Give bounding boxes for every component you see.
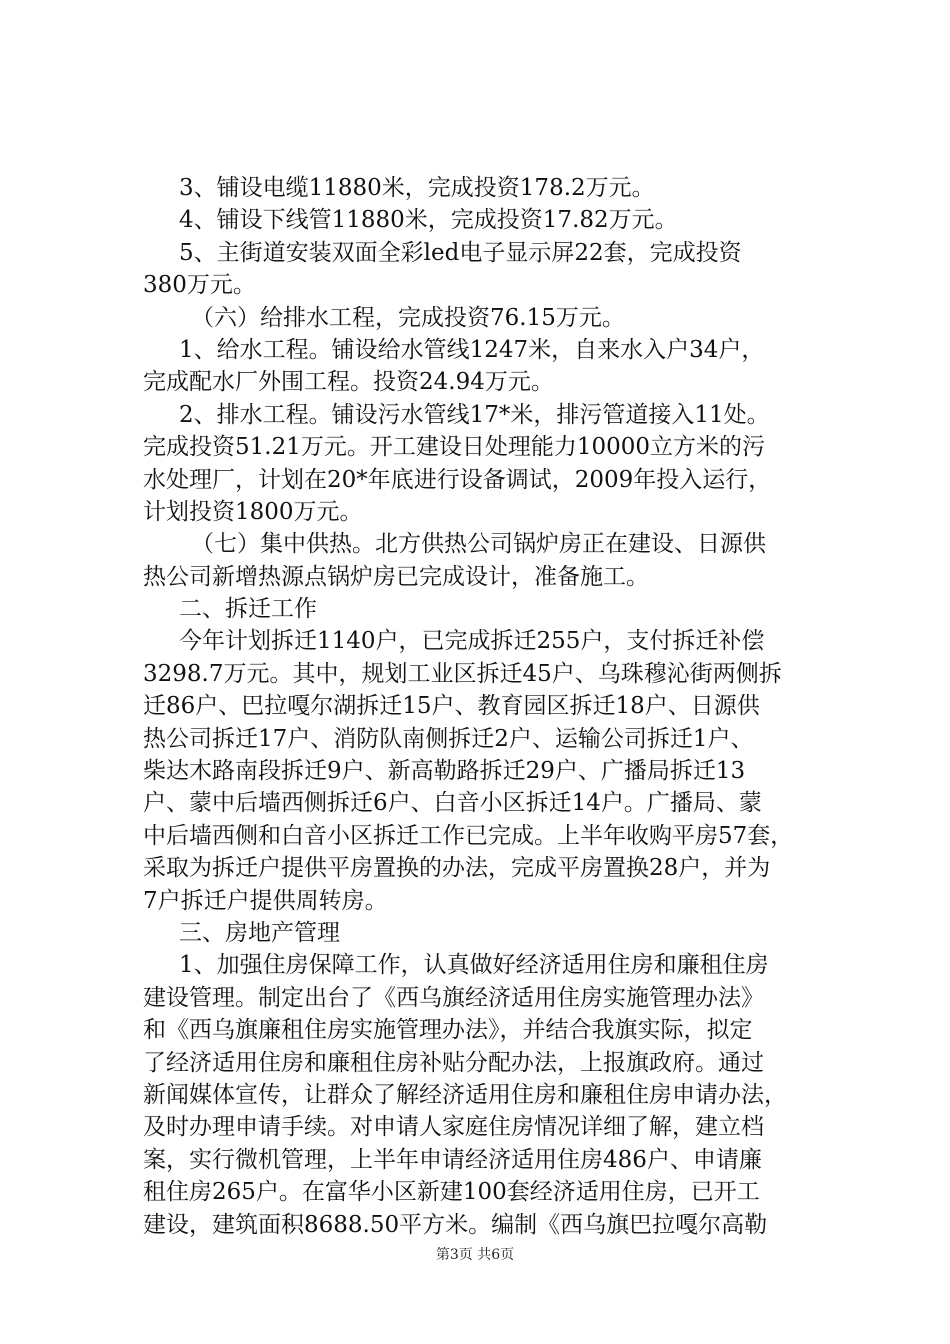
text-line: 1、加强住房保障工作，认真做好经济适用住房和廉租住房 bbox=[179, 952, 769, 979]
text-line: 完成投资51.21万元。开工建设日处理能力10000立方米的污 bbox=[143, 434, 766, 461]
text-line: 迁86户、巴拉嘎尔湖拆迁15户、教育园区拆迁18户、日源供 bbox=[143, 693, 760, 720]
text-line: 今年计划拆迁1140户，已完成拆迁255户，支付拆迁补偿 bbox=[179, 628, 765, 655]
text-line: 2、排水工程。铺设污水管线17*米，排污管道接入11处。 bbox=[179, 401, 770, 428]
text-line: 7户拆迁户提供周转房。 bbox=[143, 887, 388, 914]
text-line: 了经济适用住房和廉租住房补贴分配办法，上报旗政府。通过 bbox=[143, 1049, 764, 1076]
text-line: 案，实行微机管理，上半年申请经济适用住房486户、申请廉 bbox=[143, 1146, 762, 1173]
text-line: 租住房265户。在富华小区新建100套经济适用住房，已开工 bbox=[143, 1179, 760, 1206]
section-heading: （七）集中供热。北方供热公司锅炉房正在建设、日源供 bbox=[191, 531, 766, 558]
section-heading: （六）给排水工程，完成投资76.15万元。 bbox=[191, 304, 625, 331]
page-number-footer: 第3页 共6页 bbox=[435, 1247, 515, 1263]
text-line: 水处理厂，计划在20*年底进行设备调试，2009年投入运行， bbox=[143, 466, 772, 493]
text-line: 3298.7万元。其中，规划工业区拆迁45户、乌珠穆沁街两侧拆 bbox=[143, 660, 782, 687]
text-line: 新闻媒体宣传，让群众了解经济适用住房和廉租住房申请办法， bbox=[143, 1081, 787, 1108]
section-heading: 二、拆迁工作 bbox=[179, 596, 317, 623]
text-line: 采取为拆迁户提供平房置换的办法，完成平房置换28户，并为 bbox=[143, 855, 771, 882]
text-line: 和《西乌旗廉租住房实施管理办法》，并结合我旗实际，拟定 bbox=[143, 1017, 753, 1044]
text-line: 5、主街道安装双面全彩led电子显示屏22套，完成投资 bbox=[179, 239, 742, 266]
text-line: 热公司拆迁17户、消防队南侧拆迁2户、运输公司拆迁1户、 bbox=[143, 725, 754, 752]
text-line: 户、蒙中后墙西侧拆迁6户、白音小区拆迁14户。广播局、蒙 bbox=[143, 790, 762, 817]
text-line: 及时办理申请手续。对申请人家庭住房情况详细了解，建立档 bbox=[143, 1114, 764, 1141]
text-line: 完成配水厂外围工程。投资24.94万元。 bbox=[143, 369, 554, 396]
text-line: 380万元。 bbox=[143, 272, 256, 299]
text-line: 3、铺设电缆11880米，完成投资178.2万元。 bbox=[179, 175, 655, 201]
text-line: 中后墙西侧和白音小区拆迁工作已完成。上半年收购平房57套， bbox=[143, 822, 794, 849]
text-line: 1、给水工程。铺设给水管线1247米，自来水入户34户， bbox=[179, 336, 765, 363]
text-line: 4、铺设下线管11880米，完成投资17.82万元。 bbox=[179, 207, 678, 234]
text-line: 建设管理。制定出台了《西乌旗经济适用住房实施管理办法》 bbox=[143, 984, 764, 1011]
text-line: 计划投资1800万元。 bbox=[143, 498, 363, 525]
text-line: 热公司新增热源点锅炉房已完成设计，准备施工。 bbox=[143, 563, 649, 590]
body-text bbox=[143, 172, 833, 1241]
text-line: 柴达木路南段拆迁9户、新高勒路拆迁29户、广播局拆迁13 bbox=[143, 758, 746, 785]
section-heading: 三、房地产管理 bbox=[179, 919, 340, 946]
text-line: 建设，建筑面积8688.50平方米。编制《西乌旗巴拉嘎尔高勒 bbox=[143, 1211, 768, 1238]
